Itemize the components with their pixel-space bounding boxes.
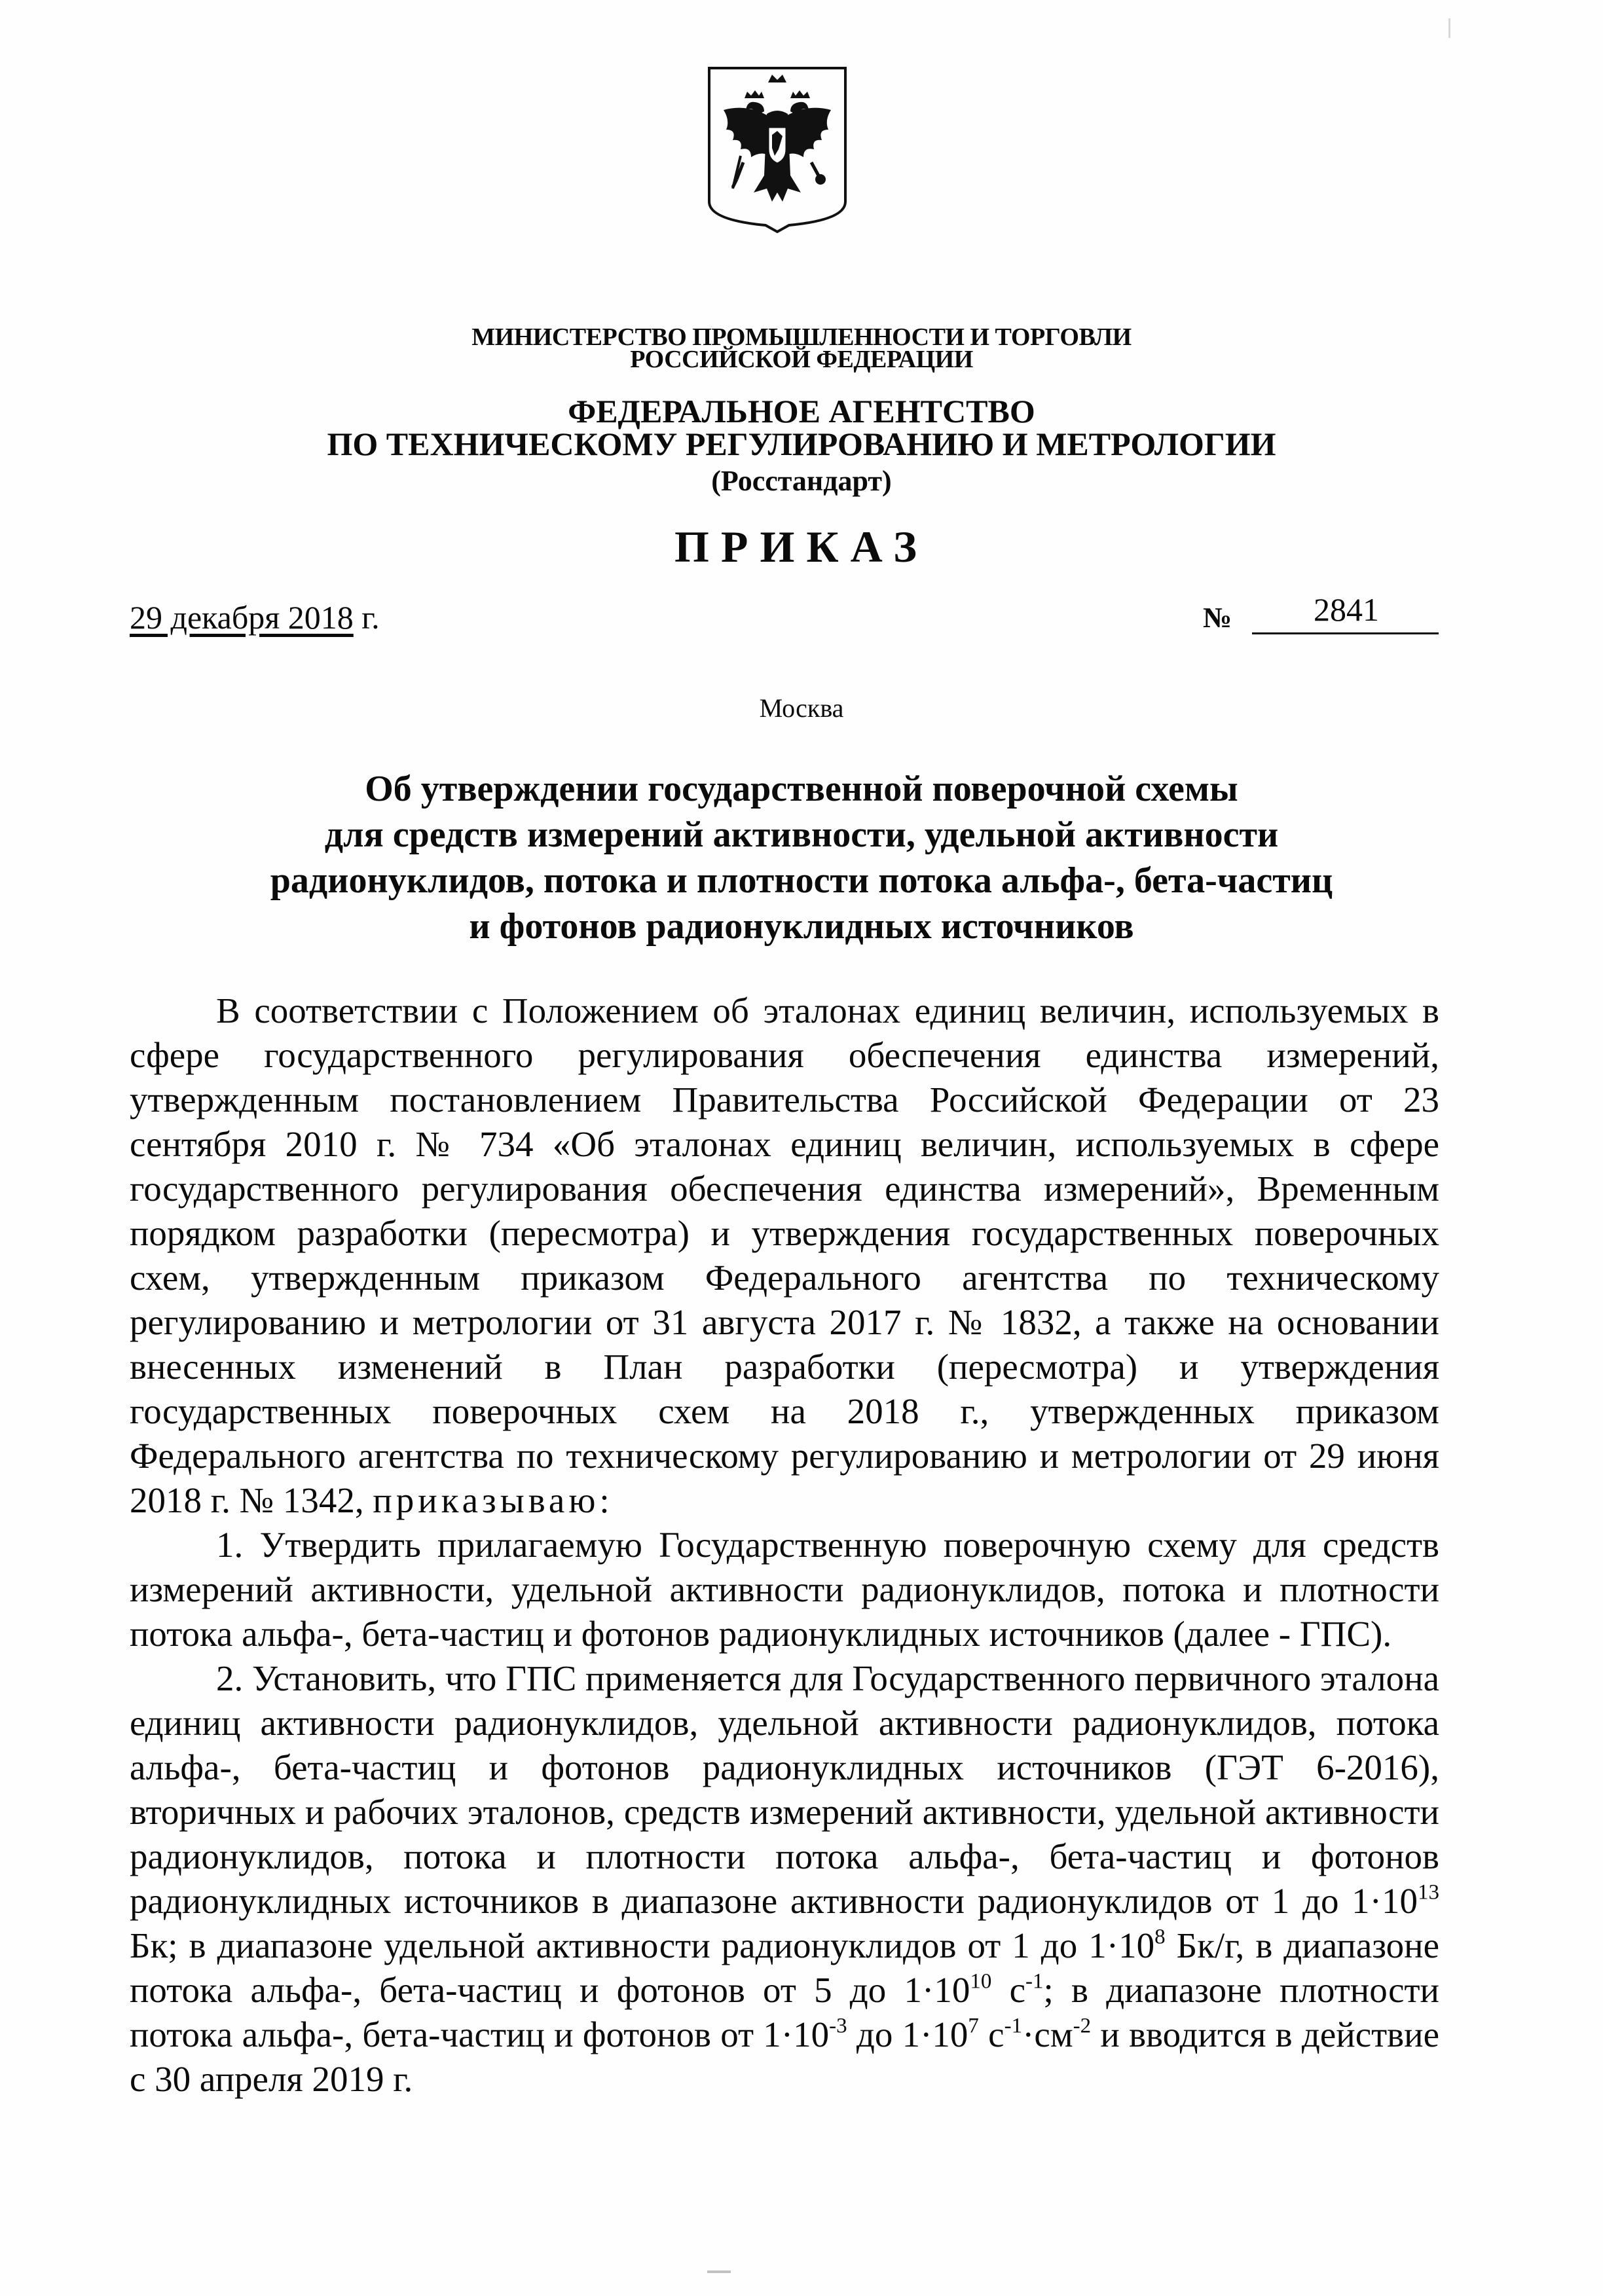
item-2-exp-1: 13: [1418, 1880, 1439, 1904]
city: Москва: [759, 693, 844, 723]
item-2-text-6: до 1·10: [847, 2014, 968, 2054]
item-2-exp-6: 7: [968, 2014, 979, 2038]
order-number-label: №: [1203, 602, 1232, 634]
order-date: [130, 598, 380, 636]
item-2-text-4: с: [991, 1970, 1025, 2010]
item-2-exp-5: -3: [829, 2014, 847, 2038]
agency-short-name: (Росстандарт): [711, 465, 892, 497]
preamble-paragraph: [130, 989, 1439, 1523]
order-number-underline: [1252, 632, 1439, 634]
order-number: 2841: [1314, 591, 1379, 628]
agency-line-2: ПО ТЕХНИЧЕСКОМУ РЕГУЛИРОВАНИЮ И МЕТРОЛОГИИ: [327, 426, 1276, 462]
item-2-text-7: с: [978, 2014, 1004, 2054]
scan-mark-bottom: [707, 2270, 731, 2273]
title-line-3: радионуклидов, потока и плотности потока альфа-, бета-частиц: [270, 860, 1333, 901]
item-2-text-8: ·см: [1022, 2014, 1073, 2054]
item-2-text-1: 2. Установить, что ГПС применяется для Государственного первичного эталона единиц активности радионуклидов, удельной активности радионуклидов, потока альфа-, бета-частиц и фотонов радионуклидных источников (ГЭТ 6-2016), вторичных и рабочих эталонов, средств измерений активности, удельной активности радионуклидов, потока и плотности потока альфа-, бета-частиц и фотонов радионуклидных источников в диапазоне активности радионуклидов от 1 до 1·10: [130, 1658, 1439, 1921]
preamble-text: В соответствии с Положением об эталонах единиц величин, используемых в сфере государственного регулирования обеспечения единства измерений, утвержденным постановлением Правительства Российской Федерации от 23 сентября 2010 г. № 734 «Об эталонах единиц величин, используемых в сфере государственного регулирования обеспечения единства измерений», Временным порядком разработки (пересмотра) и утверждения государственных поверочных схем, утвержденным приказом Федерального агентства по техническому регулированию и метрологии от 31 августа 2017 г. № 1832, а также на основании внесенных изменений в План разработки (пересмотра) и утверждения государственных поверочных схем на 2018 г., утвержденных приказом Федерального агентства по техническому регулированию и метрологии от 29 июня 2018 г. № 1342,: [130, 991, 1439, 1520]
ministry-line-2: РОССИЙСКОЙ ФЕДЕРАЦИИ: [630, 346, 973, 373]
coat-of-arms-icon: [704, 64, 851, 236]
item-2-text-5: ; в диапазоне плотности потока альфа-, бета-частиц и фотонов от 1·10: [130, 1970, 1439, 2054]
item-2-text-2: Бк; в диапазоне удельной активности радионуклидов от 1 до 1·10: [130, 1925, 1155, 1965]
title-line-1: Об утверждении государственной поверочной схемы: [365, 769, 1238, 809]
title-line-4: и фотонов радионуклидных источников: [469, 906, 1134, 947]
scan-mark: [1448, 18, 1450, 38]
ministry-line-1: МИНИСТЕРСТВО ПРОМЫШЛЕННОСТИ И ТОРГОВЛИ: [471, 323, 1132, 351]
item-2-exp-2: 8: [1154, 1925, 1166, 1949]
decree-word: приказываю:: [373, 1480, 614, 1520]
item-2-text-3: Бк/г, в диапазоне потока альфа-, бета-частиц и фотонов от 5 до 1·10: [130, 1925, 1439, 2010]
item-1-paragraph: 1. Утвердить прилагаемую Государственную поверочную схему для средств измерений активности, удельной активности радионуклидов, потока и плотности потока альфа-, бета-частиц и фотонов радионуклидных источников (далее - ГПС).: [130, 1525, 1439, 1654]
item-2-text-9: и вводится в действие с 30 апреля 2019 г.: [130, 2014, 1439, 2099]
item-2-paragraph: [130, 1656, 1439, 2102]
item-2-exp-8: -2: [1073, 2014, 1092, 2038]
item-2-exp-7: -1: [1004, 2014, 1023, 2038]
item-2-exp-4: -1: [1025, 1969, 1044, 1994]
agency-line-1: ФЕДЕРАЛЬНОЕ АГЕНТСТВО: [568, 393, 1035, 429]
title-line-2: для средств измерений активности, удельной активности: [324, 814, 1279, 855]
order-date-underlined: 29 декабря 2018: [130, 599, 354, 636]
document-type: ПРИКАЗ: [674, 522, 929, 572]
order-date-suffix: г.: [353, 599, 380, 636]
order-title: [196, 766, 1407, 949]
item-2-exp-3: 10: [970, 1969, 992, 1994]
order-body: [130, 989, 1439, 2102]
